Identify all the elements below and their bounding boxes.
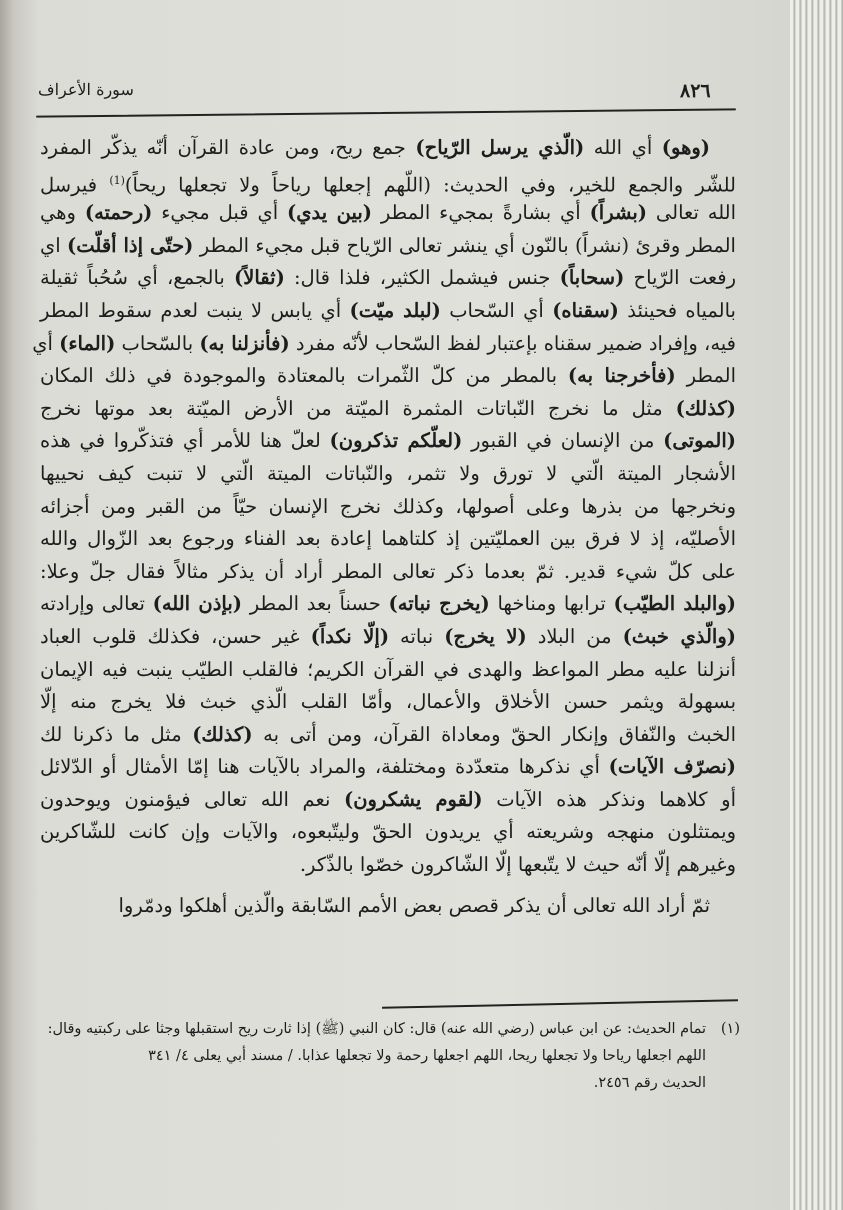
text-segment: الله تعالى xyxy=(647,201,737,225)
text-segment: من البلاد xyxy=(526,624,623,648)
text-line xyxy=(40,784,736,817)
text-line xyxy=(40,360,736,393)
text-segment: الأصليّه، إذ لا فرق بين العمليّتين إذ كلتاهما إعادة بعد الفناء ورجوع بعد الزّوال والله xyxy=(40,527,736,551)
text-segment: بالجمع، أي سُحُباً ثقيلة xyxy=(40,266,235,290)
footnote-marker: (1) xyxy=(109,173,125,187)
quran-quote: (بشراً) xyxy=(589,201,648,225)
text-segment: بالمطر من كلّ الثّمرات بالمعتادة والموجودة في ذلك المكان xyxy=(40,364,568,388)
text-segment: مثل ما نخرج النّباتات المثمرة الميّتة من الأرض الميّتة بعد موتها نخرج xyxy=(40,396,676,420)
text-line xyxy=(40,686,736,719)
text-segment: وغيرهم إلّا أنّه حيث لا يتّبعها إلّا الشّاكرون خصّوا بالذّكر. xyxy=(299,853,736,877)
text-line xyxy=(40,890,736,923)
text-segment: أي الله xyxy=(584,136,662,159)
quran-quote: (فأنزلنا به) xyxy=(199,331,290,355)
text-line xyxy=(40,719,736,752)
quran-quote: (حتّى إذا أقلّت) xyxy=(67,233,194,257)
quran-quote: (والبلد الطيّب) xyxy=(613,592,736,616)
text-segment: أي بشارةً بمجيء المطر xyxy=(372,201,590,225)
quran-quote: (يخرج نباته) xyxy=(388,592,490,616)
text-line xyxy=(40,491,736,524)
text-segment: رفعت الرّياح xyxy=(624,266,737,290)
text-segment: أنزلنا عليه مطر المواعظ والهدى في القرآن الكريم؛ فالقلب الطيّب ينبت فيه الإيمان xyxy=(40,657,736,681)
text-segment: ترابها ومناخها xyxy=(489,592,614,616)
footnote-number: (١) xyxy=(720,1021,740,1037)
text-segment: أي xyxy=(32,331,60,355)
text-segment: بالسّحاب xyxy=(115,331,200,355)
text-segment: ثمّ أراد الله تعالى أن يذكر قصص بعض الأمم السّابقة والّذين أهلكوا ودمّروا xyxy=(118,893,710,917)
footnote-line: الحديث رقم ٢٤٥٦. xyxy=(593,1075,706,1091)
text-segment: أي قبل مجيء xyxy=(152,201,288,225)
running-header-surah-title: سورة الأعراف xyxy=(38,80,134,99)
text-line xyxy=(40,230,736,263)
quran-quote: (ثقالاً) xyxy=(234,266,285,290)
text-line xyxy=(40,393,736,426)
text-line xyxy=(40,165,736,198)
text-segment: نباته xyxy=(389,624,445,648)
quran-quote: (كذلك) xyxy=(192,722,253,746)
text-segment: فيرسل xyxy=(40,173,110,197)
page-stack-edges xyxy=(790,0,843,1210)
text-line xyxy=(40,849,736,882)
text-line xyxy=(40,425,736,458)
text-segment: حسناً بعد المطر xyxy=(242,592,389,616)
text-line xyxy=(40,654,736,687)
footnote xyxy=(40,1016,740,1097)
text-segment: تعالى وإرادته xyxy=(40,592,153,616)
text-line xyxy=(40,588,736,621)
text-segment: المطر وقرئ (نشراً) بالنّون أي ينشر تعالى الرّياح قبل مجيء المطر xyxy=(193,233,736,257)
text-line xyxy=(40,458,736,491)
quran-quote: (فأخرجنا به) xyxy=(567,364,676,388)
text-segment: المطر xyxy=(675,364,736,388)
quran-quote: (لا يخرج) xyxy=(444,624,527,648)
text-line xyxy=(32,328,736,361)
text-line xyxy=(40,523,736,556)
quran-quote: (رحمته) xyxy=(84,201,153,225)
text-segment: من الإنسان في القبور xyxy=(462,429,664,453)
text-line xyxy=(40,262,736,295)
quran-quote: (كذلك) xyxy=(675,396,736,420)
page-number: ٨٢٦ xyxy=(680,80,711,102)
header-rule xyxy=(36,108,736,117)
text-line xyxy=(40,621,736,654)
text-segment: مثل ما ذكرنا لك xyxy=(40,722,193,746)
quran-quote: (لبلد ميّت) xyxy=(349,298,441,322)
text-segment: الأشجار الميتة الّتي لا تورق ولا تثمر، والنّباتات الميتة الّتي لا تنبت كيف نحييها xyxy=(40,461,736,485)
body-text xyxy=(32,132,737,922)
quran-quote: (الماء) xyxy=(59,331,116,355)
text-line xyxy=(40,751,736,784)
text-segment: بسهولة ويثمر حسن الأخلاق والأعمال، وأمّا القلب الّذي خبث فلا يخرج منه إلّا xyxy=(40,690,736,714)
text-segment: جمع ريح، ومن عادة القرآن أنّه يذكّر المفرد xyxy=(40,136,416,159)
text-line xyxy=(40,295,736,328)
text-segment: غير حسن، فكذلك قلوب العباد xyxy=(40,624,311,648)
text-segment: وهي xyxy=(40,201,85,225)
quran-quote: (نصرّف الآيات) xyxy=(608,755,736,779)
text-segment: أو كلاهما ونذكر هذه الآيات xyxy=(482,787,736,811)
footnote-line: تمام الحديث: عن ابن عباس (رضي الله عنه) قال: كان النبي (ﷺ) إذا ثارت ريح استقبلها وجثا على ركبتيه وقال: xyxy=(47,1021,706,1037)
quran-quote: (بإذن الله) xyxy=(152,592,242,616)
text-segment: أي نذكرها متعدّدة ومختلفة، والمراد بالآيات هنا إمّا الأمثال أو الدّلائل xyxy=(40,755,609,779)
text-line xyxy=(40,556,736,589)
quran-quote: (إلّا نكداً) xyxy=(310,624,390,648)
text-line xyxy=(40,132,736,165)
footnote-rule xyxy=(382,999,738,1008)
text-segment: نعم الله تعالى فيؤمنون ويوحدون xyxy=(40,787,344,811)
text-segment: ويمتثلون منهجه وشريعته أي يريدون الحقّ وليتّبعوه، والآيات وإن كانت للشّاكرين xyxy=(40,820,736,844)
quran-quote: (سحاباً) xyxy=(559,266,625,290)
text-segment: أي يابس لا ينبت لعدم سقوط المطر xyxy=(40,298,350,322)
text-segment: بالمياه فحينئذ xyxy=(618,298,736,322)
quran-quote: (والّذي خبث) xyxy=(622,624,736,648)
quran-quote: (بين يدي) xyxy=(287,201,373,225)
text-line xyxy=(40,197,736,230)
text-line xyxy=(40,816,736,849)
text-segment: على كلّ شيء قدير. ثمّ بعدما ذكر تعالى المطر أراد أن يذكر مثالاً فقال جلّ وعلا: xyxy=(40,559,736,583)
text-segment: اي xyxy=(40,233,68,257)
footnote-line: اللهم اجعلها رياحا ولا تجعلها ريحا، اللهم اجعلها رحمة ولا تجعلها عذابا. / مسند أبي يعلى ٤/ ٣٤١ xyxy=(148,1048,706,1064)
text-segment: فيه، وإفراد ضمير سقناه بإعتبار لفظ السّحاب لأنّه مفرد xyxy=(289,331,736,355)
text-segment: أي السّحاب xyxy=(440,298,553,322)
quran-quote: (الموتى) xyxy=(663,429,736,453)
text-segment: الخبث والنّفاق وإنكار الحقّ ومعاداة القرآن، ومن أتى به xyxy=(252,722,737,746)
text-segment: لعلّ هنا للأمر أي فتذكّروا في هذه xyxy=(40,429,330,453)
text-segment: ونخرجها من بذرها وعلى أصولها، وكذلك نخرج الإنسان حيّاً من القبر ومن أجزائه xyxy=(40,494,736,518)
text-segment: للشّر والجمع للخير، وفي الحديث: (اللّهم إجعلها رياحاً ولا تجعلها ريحاً) xyxy=(124,173,736,197)
quran-quote: (لعلّكم تذكرون) xyxy=(329,429,463,453)
text-segment: جنس فيشمل الكثير، فلذا قال: xyxy=(284,266,560,290)
quran-quote: (سقناه) xyxy=(552,298,619,322)
quran-quote: (وهو) xyxy=(661,136,711,159)
quran-quote: (لقوم يشكرون) xyxy=(343,787,483,811)
quran-quote: (الّذي يرسل الرّياح) xyxy=(415,136,585,159)
